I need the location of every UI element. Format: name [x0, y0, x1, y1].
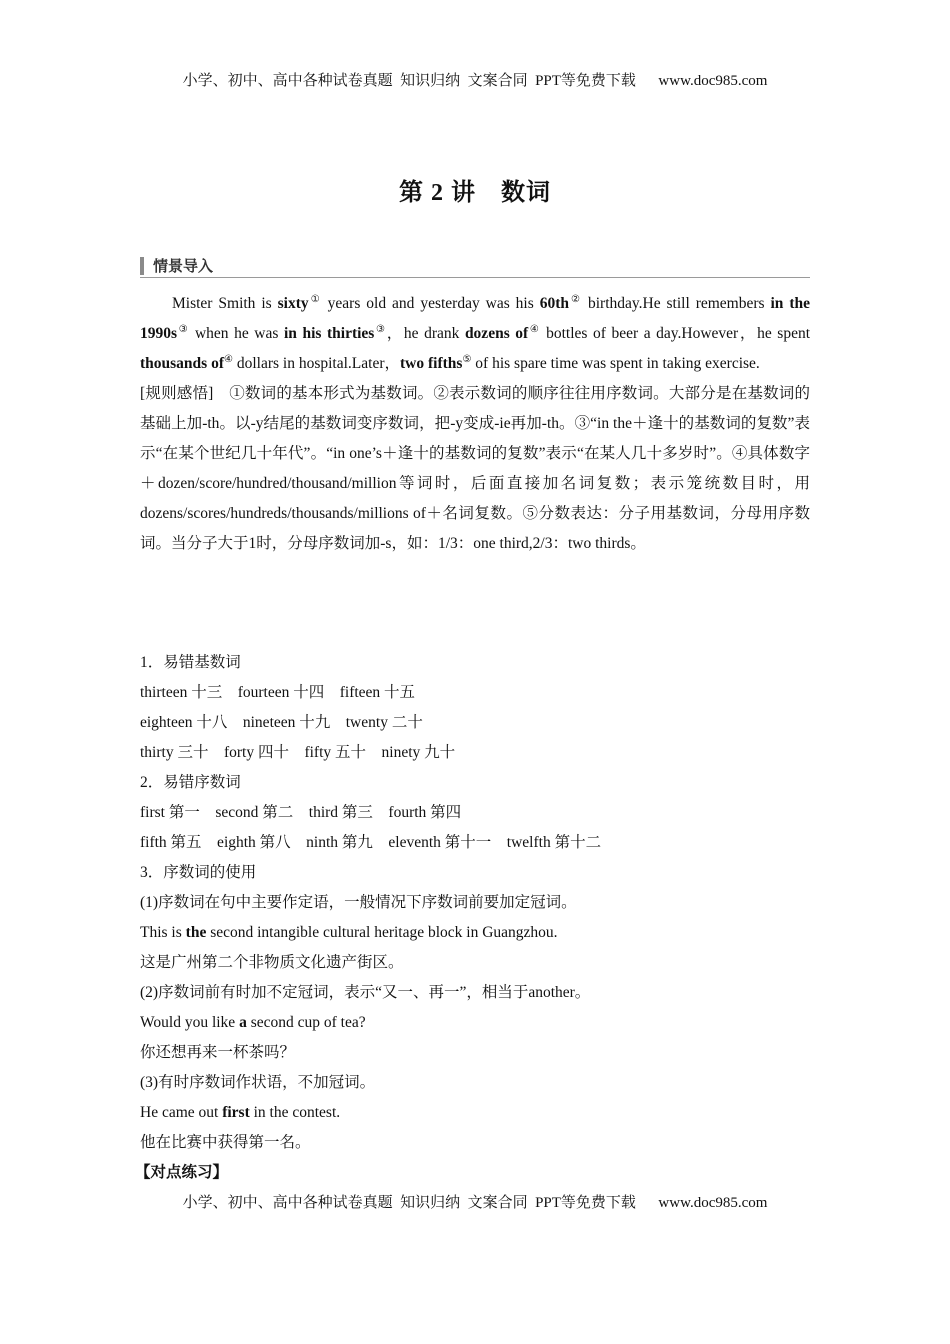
intro-text: years old and yesterday was his	[321, 295, 540, 312]
intro-text: bottles of beer a day.However，he spent	[540, 325, 811, 342]
header-url: www.doc985.com	[658, 73, 768, 89]
section-bar	[140, 255, 810, 278]
note-mark: ④	[224, 354, 233, 365]
cardinal-line: thirty 三十 forty 四十 fifty 五十 ninety 九十	[140, 744, 456, 761]
intro-text: birthday.He still remembers	[582, 295, 771, 312]
heading-cardinal: 1．易错基数词	[140, 654, 241, 671]
ordinal-line: first 第一 second 第二 third 第三 fourth 第四	[140, 804, 462, 821]
rules-paragraph: [规则感悟] ①数词的基本形式为基数词。②表示数词的顺序往往用序数词。大部分是在基数词的基础上加-th。以-y结尾的基数词变序数词，把-y变成-ie再加-th。③“in the＋逢十的基数词的复数”表示“在某个世纪几十年代”。“in one’s＋逢十的基数词的复数”表示“在某人几十多岁时”。④具体数字＋dozen/score/hundred/thousand/million等词时，后面直接加名词复数；表示笼统数目时，用dozens/scores/hundreds/thousands/millions of＋名词复数。⑤分数表达：分子用基数词，分母用序数词。当分子大于1时，分母序数词加-s，如：1/3：one third,2/3：two thirds。	[140, 385, 810, 552]
intro-bold: sixty	[277, 295, 309, 312]
intro-paragraph	[140, 289, 810, 559]
header-text: 小学、初中、高中各种试卷真题 知识归纳 文案合同 PPT等免费下载	[182, 73, 636, 89]
usage-rule: (3)有时序数词作状语，不加冠词。	[140, 1074, 376, 1091]
intro-text: when he was	[189, 325, 284, 342]
intro-bold: 60th	[539, 295, 569, 312]
section-marker	[140, 257, 144, 275]
example-sentence: This is the second intangible cultural heritage block in Guangzhou.	[140, 924, 558, 941]
content-list	[140, 648, 820, 1158]
note-mark: ②	[568, 294, 583, 305]
example-sentence: He came out first in the contest.	[140, 1104, 341, 1121]
usage-rule: (2)序数词前有时加不定冠词，表示“又一、再一”，相当于another。	[140, 984, 591, 1001]
intro-bold: dozens of	[464, 325, 529, 342]
ordinal-line: fifth 第五 eighth 第八 ninth 第九 eleventh 第十一 twelfth 第十二	[140, 834, 602, 851]
note-mark: ④	[528, 324, 541, 335]
intro-text: of his spare time was spent in taking exercise.	[471, 355, 760, 372]
page-header	[0, 69, 950, 90]
heading-usage: 3．序数词的使用	[140, 864, 257, 881]
lesson-title: 第 2 讲 数词	[399, 180, 551, 206]
example-translation: 他在比赛中获得第一名。	[140, 1134, 311, 1151]
example-sentence: Would you like a second cup of tea?	[140, 1014, 366, 1031]
example-translation: 这是广州第二个非物质文化遗产街区。	[140, 954, 404, 971]
intro-bold: in his thirties	[283, 325, 375, 342]
section-label: 情景导入	[153, 257, 214, 275]
intro-text: Mister Smith is	[172, 295, 278, 312]
page-footer	[0, 1191, 950, 1212]
intro-bold: thousands of	[140, 355, 224, 372]
usage-rule: (1)序数词在句中主要作定语，一般情况下序数词前要加定冠词。	[140, 894, 577, 911]
note-mark: ③	[177, 324, 190, 335]
example-translation: 你还想再来一杯茶吗？	[140, 1044, 296, 1061]
note-mark: ⑤	[462, 354, 472, 365]
note-mark: ①	[308, 294, 322, 305]
intro-text: ，he drank	[386, 325, 465, 342]
cardinal-line: thirteen 十三 fourteen 十四 fifteen 十五	[140, 684, 416, 701]
cardinal-line: eighteen 十八 nineteen 十九 twenty 二十	[140, 714, 423, 731]
intro-text: dollars in hospital.Later，	[232, 355, 400, 372]
intro-bold: two fifths	[400, 355, 463, 372]
heading-ordinal: 2．易错序数词	[140, 774, 241, 791]
footer-text: 小学、初中、高中各种试卷真题 知识归纳 文案合同 PPT等免费下载	[182, 1195, 636, 1211]
footer-url: www.doc985.com	[658, 1195, 768, 1211]
practice-heading: 【对点练习】	[135, 1164, 229, 1181]
note-mark: ③	[374, 324, 387, 335]
intro-bold: in the 1990s	[140, 295, 810, 342]
